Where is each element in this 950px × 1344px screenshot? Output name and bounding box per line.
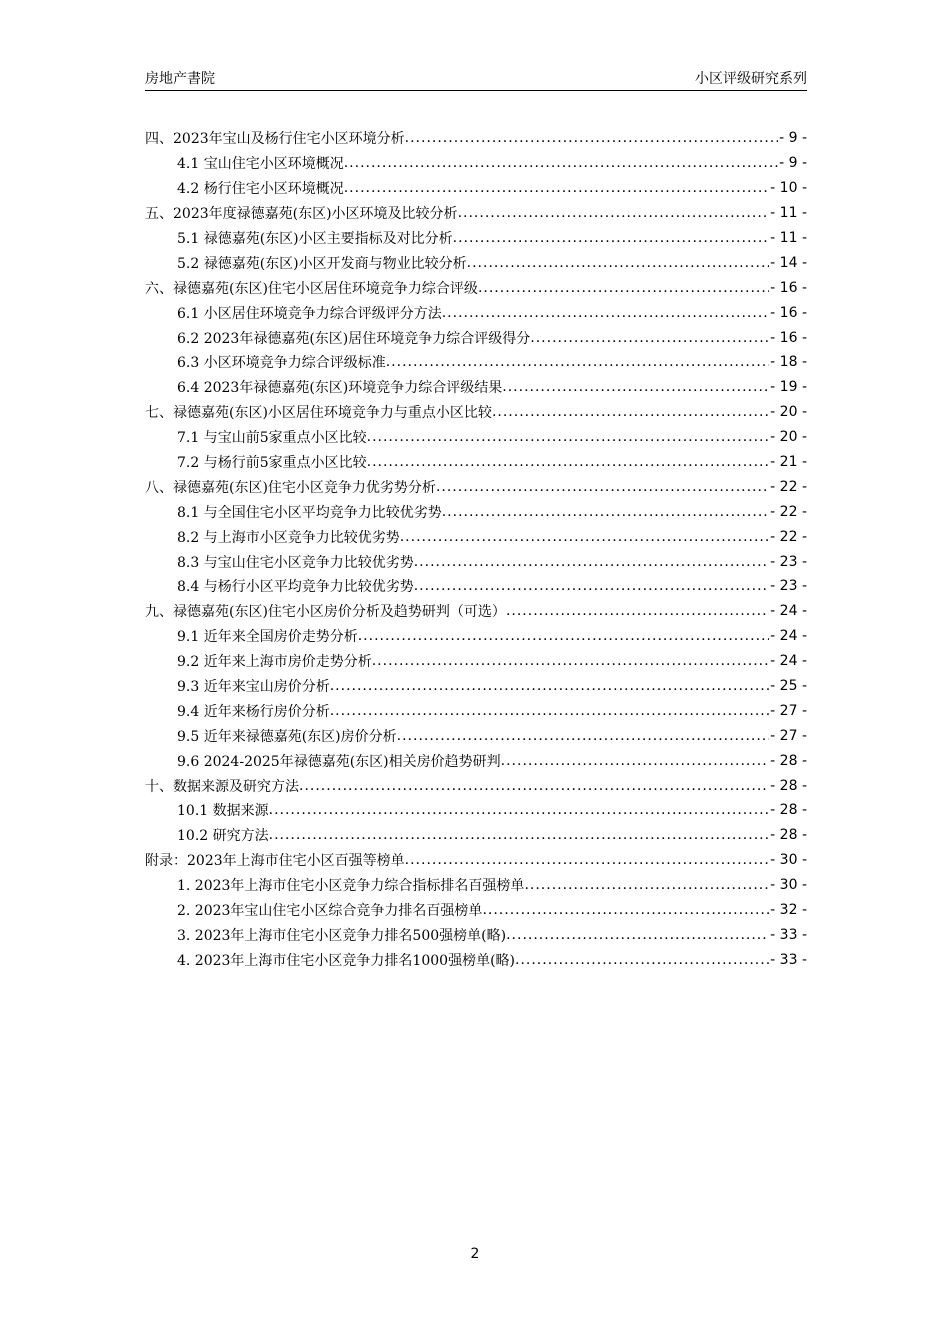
toc-entry[interactable]: [145, 450, 807, 475]
toc-leader-dots: [478, 280, 769, 296]
toc-entry[interactable]: [145, 474, 807, 499]
toc-entry[interactable]: [145, 300, 807, 325]
toc-entry-label: 6.4 2023年禄德嘉苑(东区)环境竞争力综合评级结果: [177, 380, 503, 397]
toc-entry[interactable]: [145, 823, 807, 848]
toc-entry[interactable]: [145, 773, 807, 798]
header-publisher: 房地产書院: [145, 71, 215, 87]
toc-entry-page: - 20 -: [770, 429, 807, 446]
toc-leader-dots: [524, 877, 769, 893]
toc-leader-dots: [436, 479, 769, 495]
toc-leader-dots: [502, 379, 769, 395]
toc-entry[interactable]: [145, 599, 807, 624]
toc-entry-page: - 23 -: [770, 553, 807, 570]
toc-entry-label: 7.1 与宝山前5家重点小区比较: [177, 430, 367, 447]
toc-leader-dots: [501, 753, 770, 769]
toc-leader-dots: [367, 429, 770, 445]
toc-leader-dots: [482, 902, 769, 918]
toc-entry[interactable]: [145, 375, 807, 400]
toc-entry-page: - 16 -: [770, 329, 807, 346]
toc-entry-label: 7.2 与杨行前5家重点小区比较: [177, 455, 367, 472]
toc-entry-page: - 22 -: [770, 478, 807, 495]
toc-entry[interactable]: [145, 698, 807, 723]
toc-entry-page: - 9 -: [779, 130, 807, 147]
toc-leader-dots: [330, 678, 769, 694]
toc-entry-page: - 24 -: [770, 653, 807, 670]
toc-entry[interactable]: [145, 923, 807, 948]
toc-entry-page: - 24 -: [770, 628, 807, 645]
toc-entry-label: 4. 2023年上海市住宅小区竞争力排名1000强榜单(略): [177, 952, 515, 969]
toc-leader-dots: [386, 354, 769, 370]
toc-entry-page: - 11 -: [770, 230, 807, 246]
toc-entry-label: 附录：2023年上海市住宅小区百强等榜单: [145, 853, 405, 870]
toc-entry[interactable]: [145, 947, 807, 972]
toc-entry-page: - 21 -: [770, 454, 807, 471]
toc-entry-page: - 10 -: [770, 180, 807, 197]
toc-leader-dots: [506, 927, 769, 943]
toc-entry-label: 9.4 近年来杨行房价分析: [177, 703, 330, 720]
toc-entry-page: - 22 -: [770, 503, 807, 520]
toc-leader-dots: [405, 852, 770, 868]
toc-entry[interactable]: [145, 649, 807, 674]
header-series-title: 小区评级研究系列: [695, 71, 807, 87]
toc-entry-label: 9.2 近年来上海市房价走势分析: [177, 654, 372, 671]
toc-leader-dots: [405, 130, 778, 146]
toc-entry-label: 6.1 小区居住环境竞争力综合评级评分方法: [177, 305, 442, 322]
toc-leader-dots: [330, 703, 769, 719]
toc-entry-page: - 30 -: [770, 852, 807, 869]
toc-entry[interactable]: [145, 425, 807, 450]
toc-entry[interactable]: [145, 848, 807, 873]
toc-entry-page: - 18 -: [770, 354, 807, 371]
toc-entry-label: 4.2 杨行住宅小区环境概况: [177, 181, 344, 198]
toc-entry[interactable]: [145, 674, 807, 699]
toc-entry-page: - 28 -: [770, 777, 807, 794]
toc-entry-page: - 11 -: [770, 205, 807, 222]
toc-entry[interactable]: [145, 499, 807, 524]
toc-leader-dots: [358, 628, 769, 644]
toc-leader-dots: [372, 653, 769, 669]
toc-entry[interactable]: [145, 898, 807, 923]
toc-entry[interactable]: [145, 400, 807, 425]
toc-entry-page: - 20 -: [770, 404, 807, 421]
page-header: [145, 68, 807, 91]
toc-entry[interactable]: [145, 524, 807, 549]
toc-entry-label: 10.1 数据来源: [177, 803, 269, 820]
toc-entry-label: 9.3 近年来宝山房价分析: [177, 679, 330, 696]
page-number: 2: [470, 1246, 480, 1262]
toc-entry-page: - 14 -: [770, 254, 807, 271]
toc-entry[interactable]: [145, 748, 807, 773]
toc-entry-label: 六、禄德嘉苑(东区)住宅小区居住环境竞争力综合评级: [145, 280, 478, 297]
toc-entry-label: 4.1 宝山住宅小区环境概况: [177, 156, 344, 173]
toc-entry-page: - 32 -: [770, 902, 807, 919]
toc-entry-page: - 28 -: [770, 827, 807, 844]
toc-leader-dots: [506, 603, 769, 619]
toc-leader-dots: [492, 404, 769, 420]
toc-entry-page: - 30 -: [770, 877, 807, 894]
toc-leader-dots: [367, 454, 770, 470]
toc-leader-dots: [515, 952, 769, 968]
toc-entry[interactable]: [145, 126, 807, 151]
toc-entry-page: - 33 -: [770, 951, 807, 968]
toc-entry-label: 五、2023年度禄德嘉苑(东区)小区环境及比较分析: [145, 206, 458, 223]
toc-entry[interactable]: [145, 574, 807, 599]
toc-entry-label: 5.1 禄德嘉苑(东区)小区主要指标及对比分析: [177, 231, 453, 247]
toc-leader-dots: [453, 230, 770, 246]
toc-entry-label: 九、禄德嘉苑(东区)住宅小区房价分析及趋势研判（可选）: [145, 604, 506, 621]
toc-entry-page: - 27 -: [770, 702, 807, 719]
toc-entry[interactable]: [145, 275, 807, 300]
toc-entry-page: - 27 -: [770, 727, 807, 744]
toc-entry-label: 5.2 禄德嘉苑(东区)小区开发商与物业比较分析: [177, 255, 467, 272]
toc-leader-dots: [414, 554, 769, 570]
toc-leader-dots: [269, 827, 770, 843]
toc-entry-label: 2. 2023年宝山住宅小区综合竞争力排名百强榜单: [177, 903, 483, 920]
toc-entry-label: 8.2 与上海市小区竞争力比较优劣势: [177, 529, 400, 546]
toc-entry-label: 七、禄德嘉苑(东区)小区居住环境竞争力与重点小区比较: [145, 405, 492, 422]
toc-entry-page: - 33 -: [770, 926, 807, 943]
toc-entry-label: 6.3 小区环境竞争力综合评级标准: [177, 355, 386, 372]
toc-entry-page: - 24 -: [770, 603, 807, 620]
toc-entry-label: 10.2 研究方法: [177, 828, 269, 845]
toc-entry[interactable]: [145, 176, 807, 201]
toc-entry-label: 8.4 与杨行小区平均竞争力比较优劣势: [177, 579, 414, 596]
toc-leader-dots: [414, 578, 769, 594]
toc-entry-page: - 16 -: [770, 279, 807, 296]
toc-entry[interactable]: [145, 873, 807, 898]
toc-entry[interactable]: [145, 549, 807, 574]
toc-entry-label: 9.5 近年来禄德嘉苑(东区)房价分析: [177, 728, 397, 745]
toc-entry-label: 四、2023年宝山及杨行住宅小区环境分析: [145, 131, 405, 148]
toc-entry[interactable]: [145, 151, 807, 176]
toc-entry-label: 十、数据来源及研究方法: [145, 778, 299, 795]
toc-entry-label: 1. 2023年上海市住宅小区竞争力综合指标排名百强榜单: [177, 878, 525, 895]
toc-entry[interactable]: [145, 798, 807, 823]
toc-entry-label: 6.2 2023年禄德嘉苑(东区)居住环境竞争力综合评级得分: [177, 330, 531, 347]
table-of-contents: [145, 126, 807, 972]
toc-leader-dots: [299, 778, 769, 794]
toc-entry-label: 八、禄德嘉苑(东区)住宅小区竞争力优劣势分析: [145, 479, 436, 496]
toc-leader-dots: [467, 255, 770, 271]
toc-entry[interactable]: [145, 250, 807, 275]
toc-leader-dots: [530, 330, 769, 346]
toc-entry[interactable]: [145, 325, 807, 350]
toc-entry-page: - 16 -: [770, 304, 807, 321]
toc-entry-page: - 19 -: [770, 379, 807, 396]
toc-entry-label: 8.1 与全国住宅小区平均竞争力比较优劣势: [177, 504, 442, 521]
toc-leader-dots: [400, 529, 769, 545]
toc-leader-dots: [344, 155, 778, 171]
toc-entry-label: 9.1 近年来全国房价走势分析: [177, 629, 358, 646]
toc-leader-dots: [442, 504, 769, 520]
toc-leader-dots: [442, 305, 769, 321]
toc-entry-label: 9.6 2024-2025年禄德嘉苑(东区)相关房价趋势研判: [177, 753, 501, 770]
toc-entry[interactable]: [145, 350, 807, 375]
toc-entry-page: - 9 -: [779, 155, 807, 172]
toc-entry-page: - 25 -: [770, 678, 807, 695]
toc-entry-page: - 22 -: [770, 528, 807, 545]
toc-entry-page: - 28 -: [770, 802, 807, 819]
toc-entry[interactable]: [145, 723, 807, 748]
toc-leader-dots: [344, 180, 769, 196]
toc-entry-page: - 23 -: [770, 578, 807, 595]
toc-leader-dots: [269, 802, 770, 818]
toc-entry[interactable]: [145, 226, 807, 251]
toc-entry-page: - 28 -: [770, 752, 807, 769]
toc-entry-label: 8.3 与宝山住宅小区竞争力比较优劣势: [177, 554, 414, 571]
toc-entry[interactable]: [145, 624, 807, 649]
toc-leader-dots: [458, 205, 770, 221]
toc-entry-label: 3. 2023年上海市住宅小区竞争力排名500强榜单(略): [177, 927, 507, 944]
toc-entry[interactable]: [145, 201, 807, 226]
toc-leader-dots: [397, 728, 770, 744]
